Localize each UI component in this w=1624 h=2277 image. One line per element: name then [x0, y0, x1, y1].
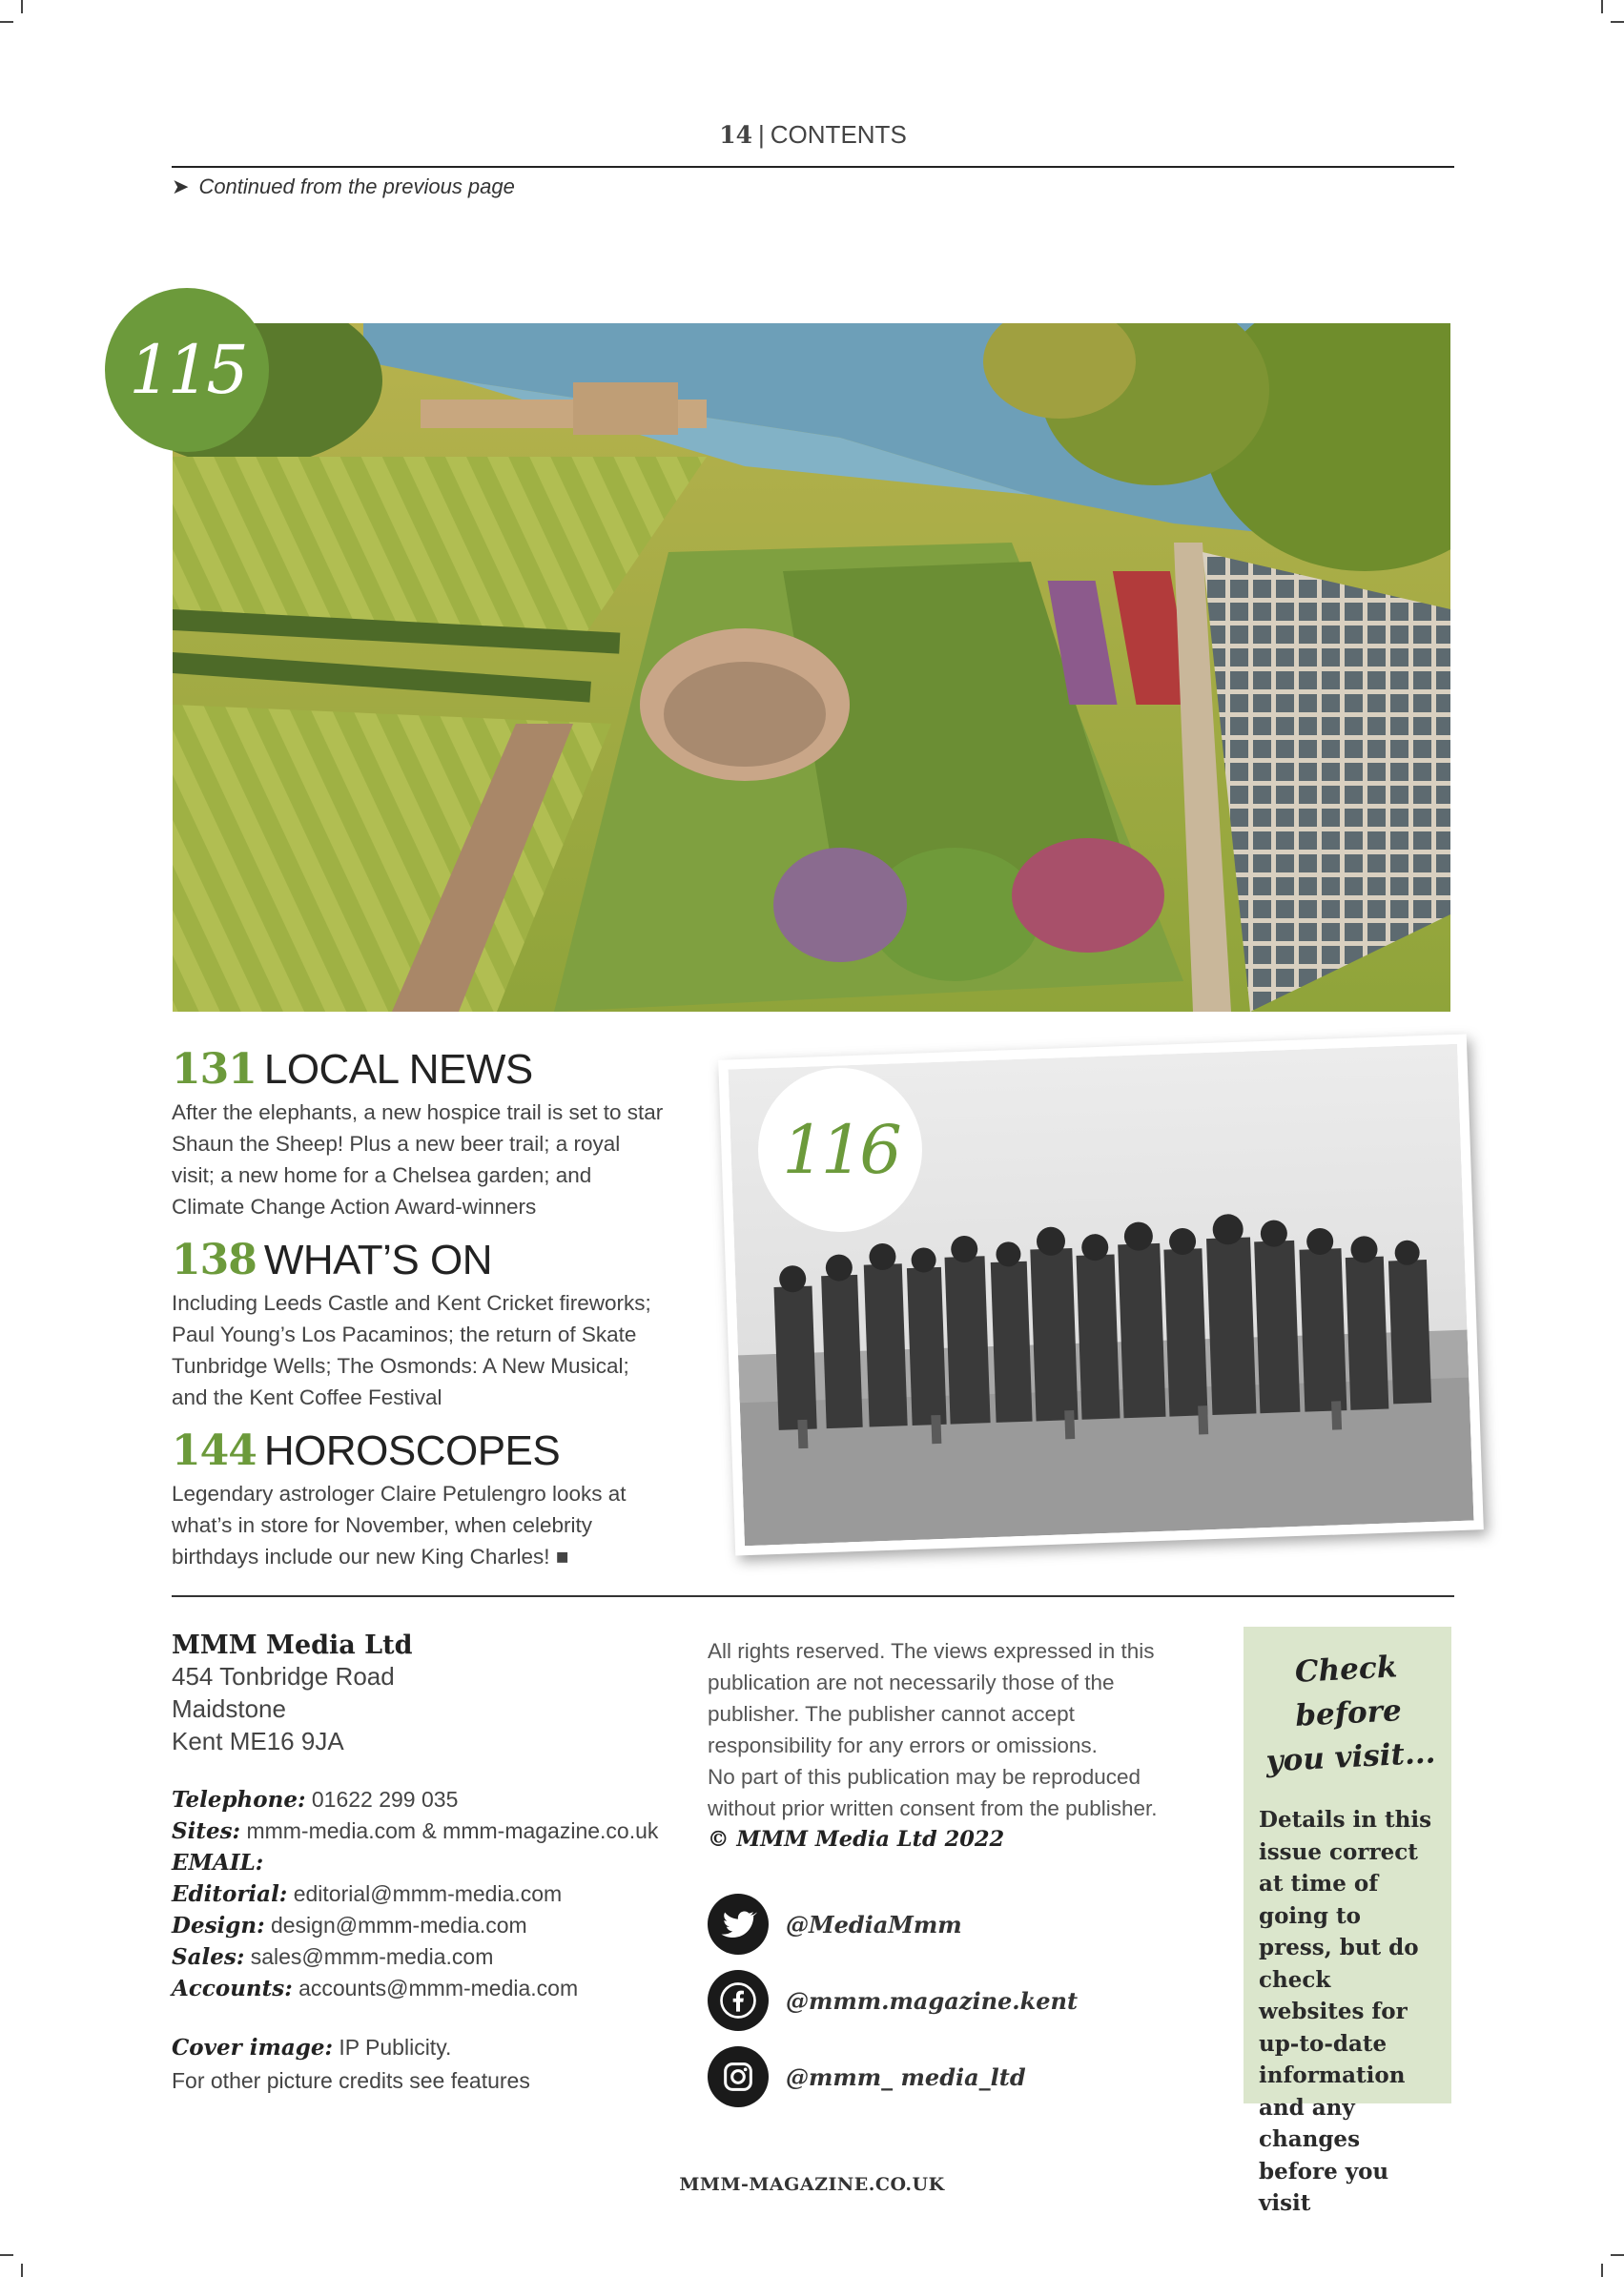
twitter-handle: @MediaMmm: [786, 1910, 962, 1939]
check-before-visit-box: [1244, 1627, 1451, 2216]
page-badge-116: 116: [758, 1068, 922, 1232]
cover-credit: [172, 2031, 706, 2097]
garden-photo-illustration: [173, 323, 1450, 1012]
continued-text: Continued from the previous page: [198, 174, 515, 198]
contact-label: EMAIL:: [172, 1850, 264, 1876]
publisher-info: [172, 1631, 706, 2097]
reproduction-text: No part of this publication may be reproduced without prior written consent from the publisher.: [708, 1765, 1158, 1820]
contact-label: Sales:: [172, 1944, 245, 1970]
entry-heading: [172, 1426, 668, 1475]
crop-mark: [21, 0, 23, 13]
magazine-website[interactable]: MMM-MAGAZINE.CO.UK: [679, 2174, 945, 2195]
address-line: 454 Tonbridge Road: [172, 1662, 395, 1691]
contact-label: Sites:: [172, 1818, 241, 1844]
facebook-icon: [708, 1970, 769, 2031]
contact-value[interactable]: editorial@mmm-media.com: [293, 1881, 563, 1906]
entry-heading: [172, 1045, 668, 1094]
address-line: Maidstone: [172, 1694, 286, 1723]
publisher-name: MMM Media Ltd: [172, 1631, 413, 1660]
social-twitter[interactable]: [708, 1894, 962, 1955]
crop-mark: [1601, 0, 1603, 13]
header-separator: |: [758, 120, 765, 149]
social-instagram[interactable]: [708, 2046, 1026, 2107]
entry-description: Legendary astrologer Claire Petulengro looks at what’s in store for November, when celebrity birthdays include our new King Charles! ■: [172, 1482, 627, 1569]
garden-photo: [173, 323, 1450, 1012]
contact-design: [172, 1910, 706, 1941]
crop-mark: [0, 21, 13, 23]
cover-value: IP Publicity.: [339, 2035, 452, 2060]
social-facebook[interactable]: [708, 1970, 1078, 2031]
contents-entry-local-news: [172, 1045, 668, 1222]
contact-sales: [172, 1941, 706, 1973]
address-line: Kent ME16 9JA: [172, 1727, 344, 1755]
contact-value[interactable]: mmm-media.com & mmm-magazine.co.uk: [246, 1818, 659, 1843]
contact-sites: [172, 1815, 706, 1847]
section-title: CONTENTS: [770, 120, 907, 149]
contact-accounts: [172, 1973, 706, 2004]
entry-description: Including Leeds Castle and Kent Cricket fireworks; Paul Young’s Los Pacaminos; the return of Skate Tunbridge Wells; The Osmonds: A New Musical; and the Kent Coffee Festival: [172, 1291, 651, 1409]
facebook-handle: @mmm.magazine.kent: [786, 1986, 1079, 2015]
picture-credits: For other picture credits see features: [172, 2068, 530, 2093]
header-divider: [172, 166, 1454, 168]
check-box-title-line: you visit...: [1264, 1735, 1437, 1779]
contact-label: Design:: [172, 1913, 265, 1939]
contact-value[interactable]: accounts@mmm-media.com: [298, 1976, 579, 2000]
copyright-text: © MMM Media Ltd 2022: [708, 1827, 1005, 1852]
check-box-title-line: Check before: [1294, 1650, 1403, 1733]
contents-entry-horoscopes: [172, 1426, 668, 1572]
entry-description: After the elephants, a new hospice trail is set to star Shaun the Sheep! Plus a new beer trail; a royal visit; a new home for a Chelsea garden; and Climate Change Action Award-winners: [172, 1100, 664, 1219]
footer-divider: [172, 1595, 1454, 1597]
entry-page-number: 131: [172, 1045, 257, 1094]
check-box-text: Details in this issue correct at time of going to press, but do check websites for up-to-date information and any changes before you visit: [1259, 1807, 1432, 2216]
contact-label: Editorial:: [172, 1881, 288, 1907]
check-box-title: [1256, 1643, 1442, 1784]
crop-mark: [0, 2254, 13, 2256]
contents-entry-whats-on: [172, 1236, 668, 1413]
crop-mark: [1611, 2254, 1624, 2256]
entry-title: WHAT’S ON: [263, 1237, 492, 1283]
page-number: 14: [719, 121, 753, 149]
cover-label: Cover image:: [172, 2035, 333, 2061]
rights-text: All rights reserved. The views expressed in this publication are not necessarily those of the publisher. The publisher cannot accept responsibility for any errors or omissions.: [708, 1639, 1155, 1757]
crop-mark: [1611, 21, 1624, 23]
entry-heading: [172, 1236, 668, 1284]
contact-email-heading: [172, 1847, 706, 1878]
page-badge-115: 115: [105, 288, 269, 452]
continued-note: [172, 174, 515, 199]
entry-page-number: 144: [172, 1426, 257, 1475]
entry-title: LOCAL NEWS: [263, 1046, 533, 1093]
instagram-handle: @mmm_ media_ltd: [786, 2062, 1026, 2091]
crop-mark: [21, 2264, 23, 2277]
legal-notice: [708, 1635, 1184, 1856]
entry-title: HOROSCOPES: [263, 1427, 561, 1474]
contact-label: Telephone:: [172, 1787, 306, 1813]
contact-value[interactable]: 01622 299 035: [311, 1787, 459, 1812]
contact-telephone: [172, 1784, 706, 1815]
contact-editorial: [172, 1878, 706, 1910]
instagram-icon: [708, 2046, 769, 2107]
contact-value[interactable]: sales@mmm-media.com: [250, 1944, 494, 1969]
arrow-icon: ➤: [172, 174, 190, 198]
entry-page-number: 138: [172, 1236, 257, 1284]
crop-mark: [1601, 2264, 1603, 2277]
twitter-icon: [708, 1894, 769, 1955]
contact-label: Accounts:: [172, 1976, 293, 2001]
page-header: [172, 120, 1454, 150]
publisher-address: [172, 1660, 706, 1757]
publisher-contacts: [172, 1784, 706, 2004]
contact-value[interactable]: design@mmm-media.com: [270, 1913, 527, 1938]
